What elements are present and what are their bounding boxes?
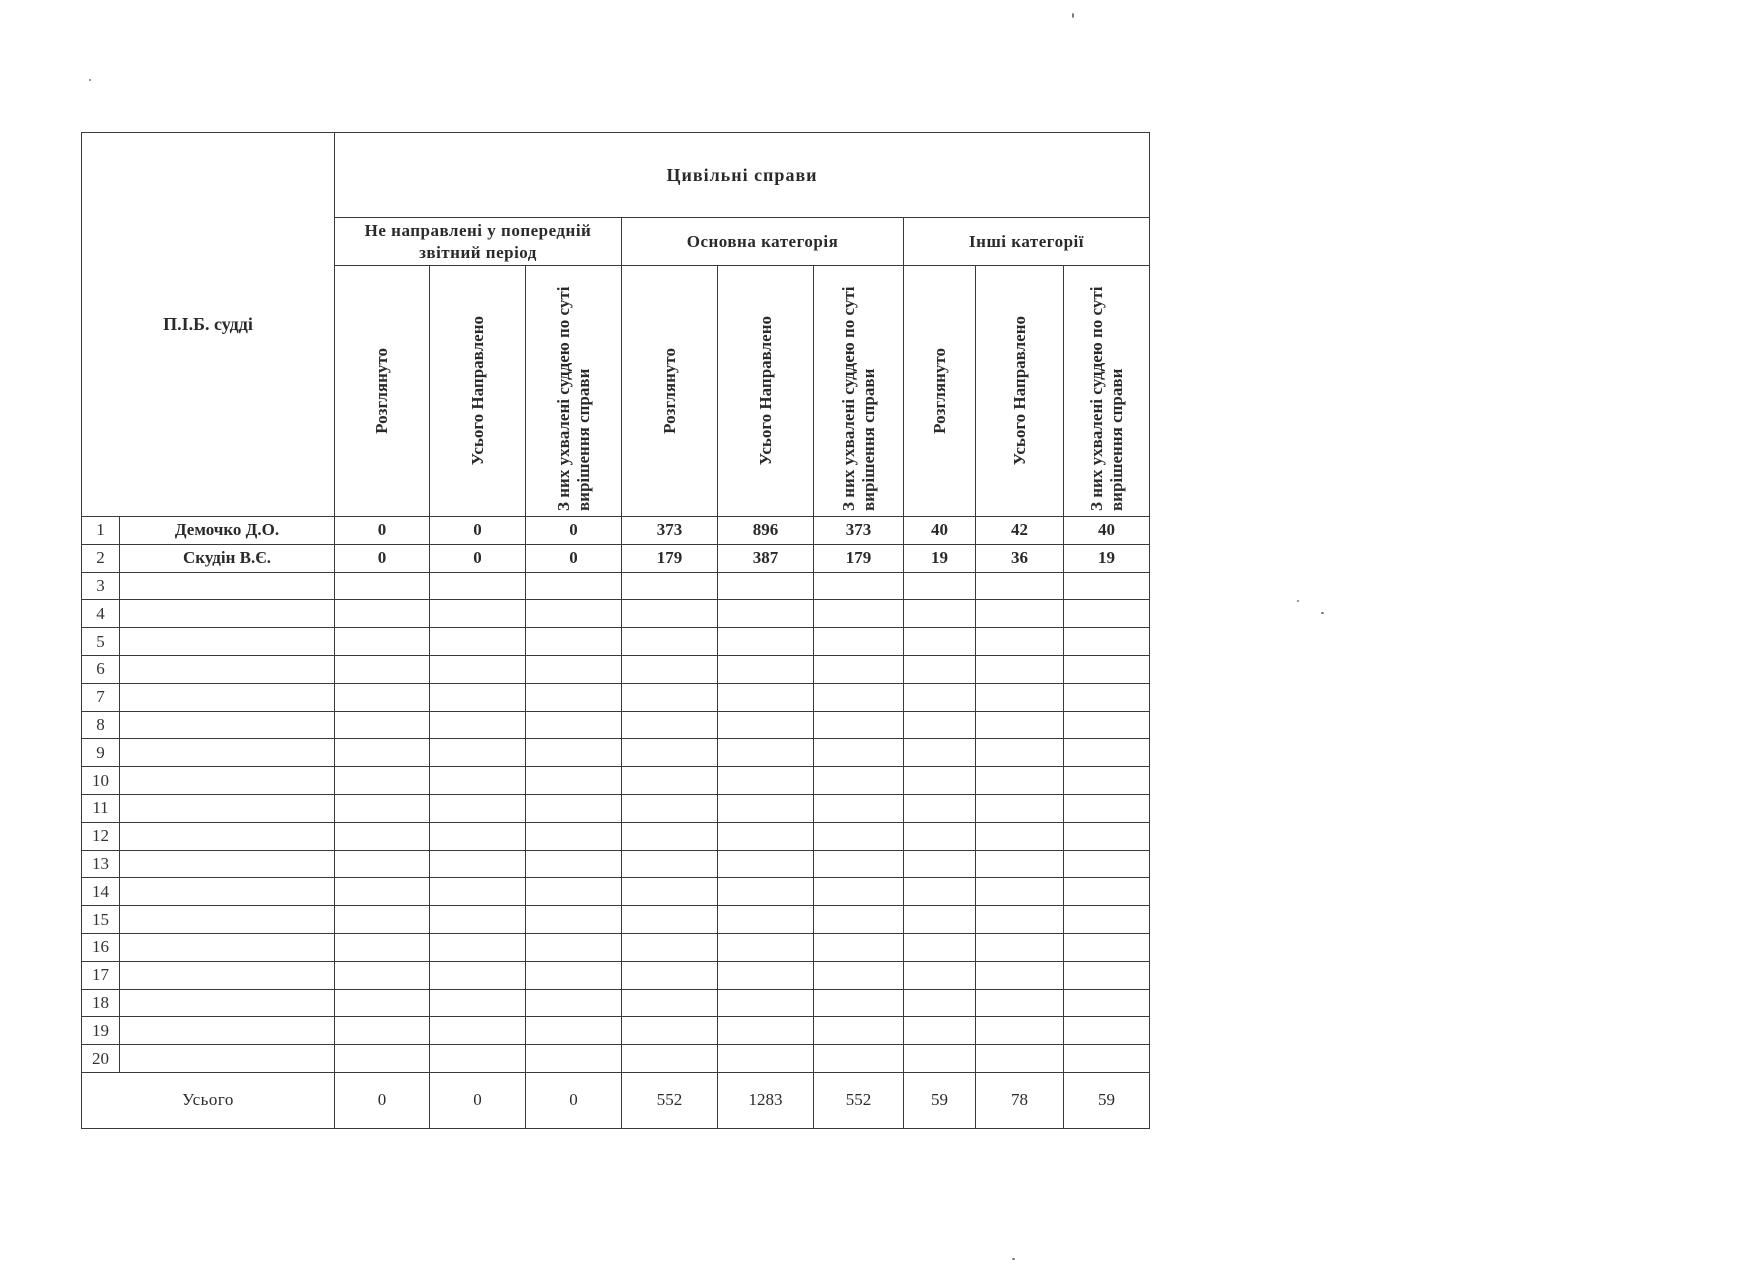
value-cell <box>904 850 976 878</box>
value-cell <box>718 683 814 711</box>
value-cell <box>904 794 976 822</box>
value-cell <box>904 767 976 795</box>
total-value: 552 <box>622 1072 718 1128</box>
column-header-wrap <box>904 266 975 516</box>
value-cell <box>526 572 622 600</box>
value-cell <box>904 961 976 989</box>
table-row <box>82 822 1150 850</box>
value-cell <box>904 600 976 628</box>
row-index: 18 <box>82 989 120 1017</box>
value-cell <box>622 1045 718 1073</box>
value-cell <box>1064 794 1150 822</box>
value-cell <box>430 961 526 989</box>
row-index: 19 <box>82 1017 120 1045</box>
judge-name <box>120 933 335 961</box>
value-cell <box>904 933 976 961</box>
value-cell <box>718 711 814 739</box>
judge-column-header: П.І.Б. судді <box>82 133 335 517</box>
judge-name <box>120 655 335 683</box>
judge-name <box>120 961 335 989</box>
value-cell <box>622 600 718 628</box>
row-index: 11 <box>82 794 120 822</box>
value-cell <box>622 878 718 906</box>
row-index: 20 <box>82 1045 120 1073</box>
value-cell <box>976 878 1064 906</box>
row-index: 1 <box>82 517 120 545</box>
value-cell: 19 <box>904 544 976 572</box>
value-cell <box>904 1045 976 1073</box>
table-row <box>82 1045 1150 1073</box>
value-cell <box>622 822 718 850</box>
row-index: 5 <box>82 628 120 656</box>
value-cell <box>1064 683 1150 711</box>
value-cell <box>430 878 526 906</box>
table-row <box>82 600 1150 628</box>
row-index: 14 <box>82 878 120 906</box>
column-header <box>814 266 904 517</box>
value-cell <box>622 683 718 711</box>
value-cell <box>1064 989 1150 1017</box>
value-cell <box>430 794 526 822</box>
value-cell <box>976 711 1064 739</box>
value-cell <box>430 600 526 628</box>
value-cell <box>335 767 430 795</box>
value-cell <box>526 878 622 906</box>
row-index: 16 <box>82 933 120 961</box>
group-header: Основна категорія <box>622 218 904 266</box>
value-cell <box>976 683 1064 711</box>
table-row <box>82 683 1150 711</box>
value-cell <box>814 572 904 600</box>
value-cell <box>335 794 430 822</box>
table-row <box>82 572 1150 600</box>
value-cell <box>1064 850 1150 878</box>
value-cell <box>526 683 622 711</box>
value-cell <box>622 711 718 739</box>
table-row <box>82 767 1150 795</box>
total-value: 552 <box>814 1072 904 1128</box>
value-cell <box>814 767 904 795</box>
value-cell <box>718 628 814 656</box>
value-cell <box>814 850 904 878</box>
value-cell <box>430 989 526 1017</box>
value-cell <box>622 989 718 1017</box>
value-cell <box>976 600 1064 628</box>
value-cell <box>718 933 814 961</box>
row-index: 15 <box>82 906 120 934</box>
column-header <box>718 266 814 517</box>
value-cell <box>976 628 1064 656</box>
judge-name <box>120 794 335 822</box>
table-row <box>82 989 1150 1017</box>
judge-name: Демочко Д.О. <box>120 517 335 545</box>
value-cell: 42 <box>976 517 1064 545</box>
value-cell <box>335 878 430 906</box>
value-cell <box>718 767 814 795</box>
scan-speck <box>1012 1258 1015 1260</box>
value-cell <box>718 600 814 628</box>
scan-speck <box>89 79 91 81</box>
value-cell <box>1064 878 1150 906</box>
value-cell <box>718 906 814 934</box>
value-cell <box>976 961 1064 989</box>
total-value: 0 <box>430 1072 526 1128</box>
judge-name <box>120 628 335 656</box>
value-cell <box>718 878 814 906</box>
value-cell <box>526 1045 622 1073</box>
value-cell <box>904 1017 976 1045</box>
value-cell: 896 <box>718 517 814 545</box>
column-header <box>526 266 622 517</box>
value-cell: 0 <box>335 517 430 545</box>
row-index: 4 <box>82 600 120 628</box>
value-cell <box>1064 961 1150 989</box>
value-cell <box>622 655 718 683</box>
value-cell <box>335 906 430 934</box>
judge-name: Скудін В.Є. <box>120 544 335 572</box>
value-cell <box>1064 711 1150 739</box>
value-cell <box>814 1045 904 1073</box>
row-index: 17 <box>82 961 120 989</box>
value-cell <box>1064 906 1150 934</box>
value-cell <box>814 933 904 961</box>
column-header-wrap <box>335 266 429 516</box>
value-cell <box>335 850 430 878</box>
total-row <box>82 1072 1150 1128</box>
column-header-wrap <box>430 266 525 516</box>
value-cell <box>526 850 622 878</box>
value-cell <box>1064 628 1150 656</box>
total-value: 59 <box>904 1072 976 1128</box>
value-cell <box>335 600 430 628</box>
value-cell <box>430 739 526 767</box>
value-cell <box>1064 767 1150 795</box>
scan-speck <box>1321 612 1324 614</box>
value-cell <box>335 1045 430 1073</box>
total-value: 78 <box>976 1072 1064 1128</box>
column-header-wrap <box>976 266 1063 516</box>
value-cell <box>976 989 1064 1017</box>
judge-name <box>120 906 335 934</box>
table-row <box>82 961 1150 989</box>
value-cell <box>814 600 904 628</box>
value-cell <box>904 572 976 600</box>
table-row <box>82 794 1150 822</box>
value-cell: 0 <box>526 517 622 545</box>
table-row <box>82 517 1150 545</box>
value-cell <box>622 767 718 795</box>
scan-speck <box>1072 13 1074 18</box>
row-index: 8 <box>82 711 120 739</box>
table-row <box>82 655 1150 683</box>
value-cell <box>904 683 976 711</box>
value-cell <box>526 989 622 1017</box>
row-index: 10 <box>82 767 120 795</box>
table-row <box>82 878 1150 906</box>
judge-name <box>120 711 335 739</box>
judge-name <box>120 600 335 628</box>
value-cell <box>1064 600 1150 628</box>
value-cell <box>622 1017 718 1045</box>
value-cell <box>1064 933 1150 961</box>
row-index: 6 <box>82 655 120 683</box>
column-header-label: Усього Направлено <box>755 316 775 466</box>
value-cell <box>335 711 430 739</box>
value-cell <box>976 794 1064 822</box>
column-header-wrap <box>718 266 813 516</box>
judge-name <box>120 683 335 711</box>
value-cell <box>976 767 1064 795</box>
value-cell <box>526 600 622 628</box>
value-cell <box>335 628 430 656</box>
value-cell <box>526 711 622 739</box>
value-cell <box>430 850 526 878</box>
value-cell <box>814 906 904 934</box>
value-cell <box>718 961 814 989</box>
value-cell <box>335 572 430 600</box>
value-cell <box>814 961 904 989</box>
value-cell <box>1064 822 1150 850</box>
value-cell <box>904 989 976 1017</box>
value-cell <box>976 850 1064 878</box>
value-cell <box>904 906 976 934</box>
value-cell <box>430 822 526 850</box>
value-cell: 0 <box>526 544 622 572</box>
value-cell <box>814 822 904 850</box>
column-header-label: З них ухвалені суддею по суті вирішення справи <box>1086 286 1126 511</box>
civil-cases-table <box>81 132 1150 1129</box>
row-index: 12 <box>82 822 120 850</box>
table-row <box>82 544 1150 572</box>
total-value: 1283 <box>718 1072 814 1128</box>
value-cell <box>335 739 430 767</box>
judge-name <box>120 1045 335 1073</box>
value-cell <box>1064 1017 1150 1045</box>
value-cell <box>622 628 718 656</box>
judge-name <box>120 572 335 600</box>
column-header-wrap <box>526 266 621 516</box>
value-cell <box>976 1045 1064 1073</box>
total-value: 59 <box>1064 1072 1150 1128</box>
row-index: 2 <box>82 544 120 572</box>
value-cell <box>430 906 526 934</box>
value-cell <box>718 989 814 1017</box>
value-cell <box>1064 739 1150 767</box>
judge-name <box>120 878 335 906</box>
column-header <box>335 266 430 517</box>
judge-name <box>120 739 335 767</box>
value-cell <box>718 572 814 600</box>
judge-name <box>120 767 335 795</box>
value-cell <box>814 878 904 906</box>
value-cell <box>814 711 904 739</box>
value-cell <box>718 739 814 767</box>
value-cell: 40 <box>1064 517 1150 545</box>
column-header-wrap <box>622 266 717 516</box>
value-cell <box>335 683 430 711</box>
value-cell <box>904 822 976 850</box>
value-cell <box>430 711 526 739</box>
value-cell <box>526 794 622 822</box>
value-cell <box>814 989 904 1017</box>
value-cell <box>976 739 1064 767</box>
value-cell <box>622 906 718 934</box>
group-header: Не направлені у попередній звітний період <box>335 218 622 266</box>
column-header-label: Усього Направлено <box>1009 316 1029 466</box>
value-cell <box>335 933 430 961</box>
table-row <box>82 739 1150 767</box>
row-index: 13 <box>82 850 120 878</box>
value-cell: 373 <box>814 517 904 545</box>
value-cell <box>526 961 622 989</box>
total-value: 0 <box>526 1072 622 1128</box>
header-row-title <box>82 133 1150 218</box>
value-cell: 179 <box>814 544 904 572</box>
value-cell <box>976 822 1064 850</box>
value-cell <box>430 933 526 961</box>
value-cell <box>622 850 718 878</box>
value-cell: 36 <box>976 544 1064 572</box>
column-header-wrap <box>1064 266 1149 516</box>
total-value: 0 <box>335 1072 430 1128</box>
value-cell <box>976 1017 1064 1045</box>
column-header <box>976 266 1064 517</box>
scan-speck <box>1297 600 1299 602</box>
value-cell <box>430 683 526 711</box>
value-cell <box>622 572 718 600</box>
value-cell <box>976 572 1064 600</box>
value-cell: 40 <box>904 517 976 545</box>
value-cell <box>718 1017 814 1045</box>
column-header-label: Розглянуто <box>929 348 949 434</box>
value-cell: 0 <box>430 517 526 545</box>
column-header <box>904 266 976 517</box>
value-cell <box>1064 572 1150 600</box>
column-header-label: З них ухвалені суддею по суті вирішення справи <box>838 286 878 511</box>
column-header-label: Розглянуто <box>372 348 391 434</box>
row-index: 7 <box>82 683 120 711</box>
value-cell <box>1064 655 1150 683</box>
value-cell <box>976 906 1064 934</box>
value-cell <box>976 655 1064 683</box>
value-cell <box>904 655 976 683</box>
judge-name <box>120 850 335 878</box>
row-index: 3 <box>82 572 120 600</box>
value-cell <box>526 906 622 934</box>
judge-name <box>120 989 335 1017</box>
value-cell <box>1064 1045 1150 1073</box>
value-cell <box>718 850 814 878</box>
value-cell <box>526 822 622 850</box>
judge-name <box>120 822 335 850</box>
value-cell <box>430 628 526 656</box>
value-cell <box>526 933 622 961</box>
value-cell: 387 <box>718 544 814 572</box>
table-title: Цивільні справи <box>335 133 1150 218</box>
value-cell <box>335 989 430 1017</box>
value-cell <box>904 628 976 656</box>
value-cell <box>430 1045 526 1073</box>
value-cell <box>718 794 814 822</box>
value-cell <box>718 1045 814 1073</box>
value-cell <box>904 739 976 767</box>
value-cell <box>526 655 622 683</box>
column-header-label: Усього Направлено <box>467 316 487 466</box>
group-header: Інші категорії <box>904 218 1150 266</box>
table-row <box>82 850 1150 878</box>
value-cell <box>430 655 526 683</box>
value-cell <box>814 655 904 683</box>
table-row <box>82 628 1150 656</box>
value-cell <box>904 711 976 739</box>
column-header-label: З них ухвалені суддею по суті вирішення справи <box>553 286 593 511</box>
value-cell: 19 <box>1064 544 1150 572</box>
value-cell <box>814 794 904 822</box>
value-cell <box>526 628 622 656</box>
value-cell <box>814 683 904 711</box>
value-cell <box>526 767 622 795</box>
value-cell <box>814 628 904 656</box>
judge-name <box>120 1017 335 1045</box>
column-header-label: Розглянуто <box>659 348 679 434</box>
value-cell <box>622 739 718 767</box>
value-cell <box>335 655 430 683</box>
value-cell <box>335 1017 430 1045</box>
value-cell: 0 <box>430 544 526 572</box>
total-label: Усього <box>82 1072 335 1128</box>
value-cell <box>718 655 814 683</box>
value-cell <box>335 961 430 989</box>
value-cell <box>526 1017 622 1045</box>
value-cell <box>904 878 976 906</box>
value-cell <box>622 961 718 989</box>
table-row <box>82 711 1150 739</box>
table-row <box>82 1017 1150 1045</box>
value-cell <box>622 933 718 961</box>
value-cell: 0 <box>335 544 430 572</box>
value-cell <box>526 739 622 767</box>
column-header <box>430 266 526 517</box>
value-cell <box>430 1017 526 1045</box>
value-cell <box>622 794 718 822</box>
value-cell <box>430 767 526 795</box>
row-index: 9 <box>82 739 120 767</box>
column-header <box>622 266 718 517</box>
table-body <box>82 133 1150 1129</box>
column-header-wrap <box>814 266 903 516</box>
value-cell <box>718 822 814 850</box>
value-cell <box>335 822 430 850</box>
value-cell: 179 <box>622 544 718 572</box>
value-cell <box>976 933 1064 961</box>
column-header <box>1064 266 1150 517</box>
table-row <box>82 933 1150 961</box>
value-cell: 373 <box>622 517 718 545</box>
table-row <box>82 906 1150 934</box>
value-cell <box>814 1017 904 1045</box>
value-cell <box>814 739 904 767</box>
value-cell <box>430 572 526 600</box>
